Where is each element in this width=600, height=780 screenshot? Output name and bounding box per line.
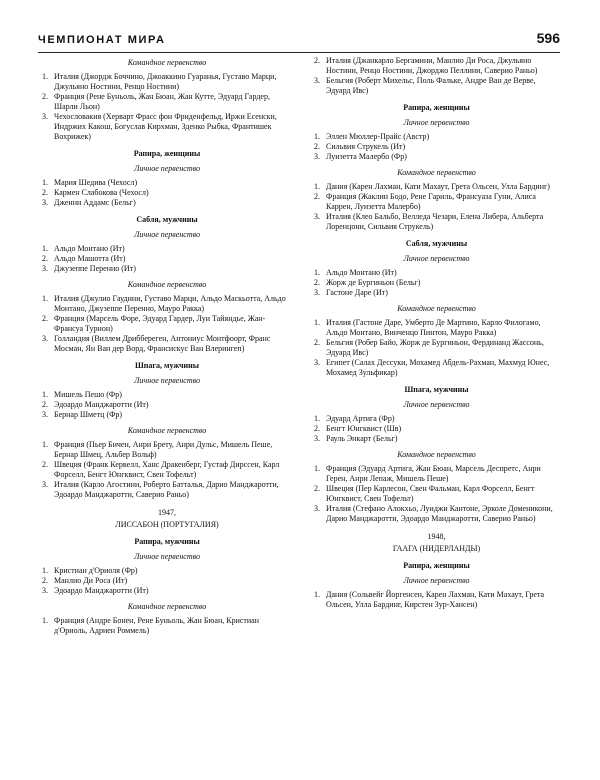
result-item [41, 188, 293, 198]
section-epee-men [313, 385, 560, 444]
result-item [41, 390, 293, 400]
result-text: Эдоардо Манджаротти (Ит) [54, 400, 149, 409]
subsection-heading: Личное первенство [134, 552, 200, 561]
result-item [41, 480, 293, 500]
place-number: 3. [314, 504, 320, 513]
result-text: Франция (Жаклин Бодо, Рене Гариль, Франсуаза Гуни, Алиса Каррен, Луизетта Малербо) [326, 192, 536, 211]
result-text: Бельгия (Роберт Михельс, Поль Фальке, Андре Ван де Верве, Эдуард Ивс) [326, 76, 536, 95]
results-list [313, 464, 560, 524]
place-number: 2. [42, 400, 48, 409]
place-number: 1. [42, 244, 48, 253]
result-text: Бельгия (Робер Байо, Жорж де Бургиньон, Фердинанд Жассонь, Эдуард Ивс) [326, 338, 544, 357]
section-epee-men [41, 361, 293, 420]
results-list [41, 178, 293, 208]
results-list [313, 56, 560, 96]
results-list [313, 268, 560, 298]
result-text: Чехословакия (Херварт Фрасс фон Фриденфельд, Иржи Есенски, Индржих Какош, Богуслав Кирхман, Зденко Рыбка, Франтишек Вохрижек) [54, 112, 277, 141]
result-text: Альдо Монтано (Ит) [54, 244, 125, 253]
section-sabre-men [41, 215, 293, 274]
results-list [41, 566, 293, 596]
result-item [41, 178, 293, 188]
championship-year: 1948, [427, 532, 446, 541]
place-number: 1. [42, 616, 48, 625]
championship-city: ЛИССАБОН (ПОРТУГАЛИЯ) [115, 520, 219, 529]
subsection-heading: Командное первенство [127, 602, 207, 611]
place-number: 1. [314, 590, 320, 599]
result-item [313, 484, 560, 504]
result-item [41, 254, 293, 264]
results-list [41, 72, 293, 142]
place-number: 3. [42, 480, 48, 489]
section-foil-women [41, 149, 293, 208]
place-number: 3. [314, 76, 320, 85]
result-item [313, 132, 560, 142]
result-item [313, 338, 560, 358]
place-number: 2. [42, 576, 48, 585]
subsection-heading: Личное первенство [134, 230, 200, 239]
result-item [313, 56, 560, 76]
page-number: 596 [536, 30, 560, 46]
result-text: Бернар Шметц (Фр) [54, 410, 123, 419]
result-text: Альдо Машотта (Ит) [54, 254, 126, 263]
place-number: 1. [314, 132, 320, 141]
place-number: 3. [314, 152, 320, 161]
result-text: Дания (Сольвейг Йоргенсен, Карен Лахман, Кати Махаут, Грета Ольсен, Улла Бардинг, Кирстен Зур-Хансен) [326, 590, 545, 609]
result-item [41, 576, 293, 586]
result-text: Италия (Джулио Гаудини, Густаво Марци, Альдо Маскьотта, Альдо Монтано, Джузеппе Перенно, Мауро Ракка) [54, 294, 286, 313]
result-text: Египет (Салах Дессуки, Мохамед Абдель-Рахман, Махмуд Юнес, Мохамед Зульфикар) [326, 358, 550, 377]
result-item [313, 464, 560, 484]
result-item [41, 410, 293, 420]
result-text: Жорж де Бургиньон (Бельг) [326, 278, 421, 287]
result-item [313, 212, 560, 232]
result-item [313, 76, 560, 96]
place-number: 2. [314, 192, 320, 201]
result-text: Франция (Пьер Бичен, Анри Брету, Анри Дульс, Мишель Пеше, Бернар Шмец, Альбер Вольф) [54, 440, 273, 459]
result-text: Манлио Ди Роса (Ит) [54, 576, 128, 585]
place-number: 1. [314, 182, 320, 191]
result-text: Италия (Джанкарло Бергамини, Манлио Ди Роса, Джульяно Ностини, Ренцо Ностини, Джорджо Пеллини, Саверио Раньо) [326, 56, 538, 75]
subsection-heading: Личное первенство [134, 376, 200, 385]
result-text: Италия (Стефано Алокхьо, Луиджи Кантоне, Эрколе Доменикони, Дарио Манджаротти, Эдоардо Манджаротти, Саверио Раньо) [326, 504, 553, 523]
event-heading: Сабля, мужчины [136, 215, 198, 224]
results-list [313, 318, 560, 378]
result-item [41, 294, 293, 314]
results-list [313, 590, 560, 610]
event-heading: Сабля, мужчины [405, 239, 468, 248]
place-number: 3. [42, 112, 48, 121]
section-team-foil-men-1947 [41, 602, 293, 636]
subsection-heading: Командное первенство [397, 304, 476, 313]
running-title: ЧЕМПИОНАТ МИРА [38, 34, 166, 46]
place-number: 2. [314, 278, 320, 287]
event-heading: Рапира, женщины [403, 103, 470, 112]
place-number: 1. [42, 440, 48, 449]
place-number: 3. [42, 410, 48, 419]
subsection-heading: Личное первенство [403, 254, 470, 263]
results-list [41, 390, 293, 420]
result-item [41, 616, 293, 636]
result-text: Альдо Монтано (Ит) [326, 268, 397, 277]
place-number: 2. [42, 92, 48, 101]
event-heading: Шпага, мужчины [404, 385, 469, 394]
subsection-heading: Личное первенство [134, 164, 200, 173]
result-item [41, 314, 293, 334]
result-text: Италия (Гастоне Даре, Умберто Де Мартино, Карло Филогамо, Альдо Монтано, Винченцо Пинтон, Мауро Ракка) [326, 318, 541, 337]
section-foil-women [313, 103, 560, 162]
section-sabre-men [313, 239, 560, 298]
place-number: 1. [314, 464, 320, 473]
results-list [313, 414, 560, 444]
result-item [313, 152, 560, 162]
results-list [41, 244, 293, 274]
place-number: 3. [42, 334, 48, 343]
result-text: Сильвия Струкель (Ит) [326, 142, 406, 151]
place-number: 3. [314, 212, 320, 221]
results-list [313, 132, 560, 162]
result-text: Швеция (Пер Карлесон, Свен Фальман, Карл Форселл, Бенгт Юнгквист, Свен Тофельт) [326, 484, 535, 503]
place-number: 2. [314, 484, 320, 493]
result-text: Франция (Эдуард Артига, Жан Бюан, Марсель Деспретс, Анри Герен, Анри Лепаж, Мишель Пеше) [326, 464, 541, 483]
place-number: 3. [314, 358, 320, 367]
result-text: Голландия (Виллем Дриббереген, Антониус Монтфоорт, Франс Мосман, Ян Ван дер Ворд, Франсискус Ван Влерингеп) [54, 334, 271, 353]
result-item [313, 414, 560, 424]
subsection-heading: Личное первенство [403, 576, 470, 585]
place-number: 2. [42, 254, 48, 263]
section-team-sabre-men [313, 304, 560, 378]
result-item [313, 590, 560, 610]
result-item [41, 440, 293, 460]
place-number: 1. [42, 566, 48, 575]
section-1947-lisbon [41, 508, 293, 596]
place-number: 2. [42, 460, 48, 469]
subsection-heading: Командное первенство [127, 58, 207, 67]
result-item [41, 460, 293, 480]
section-team-foil-men-1946 [41, 58, 293, 142]
subsection-heading: Личное первенство [403, 118, 470, 127]
place-number: 1. [42, 178, 48, 187]
result-item [313, 268, 560, 278]
result-item [313, 318, 560, 338]
subsection-heading: Командное первенство [397, 450, 476, 459]
place-number: 2. [314, 338, 320, 347]
result-text: Рауль Энкарт (Бельг) [326, 434, 398, 443]
results-list [41, 440, 293, 500]
place-number: 2. [42, 188, 48, 197]
result-text: Кармен Слабокова (Чехосл) [54, 188, 149, 197]
result-item [313, 278, 560, 288]
result-item [313, 424, 560, 434]
page-header [38, 30, 560, 53]
subsection-heading: Командное первенство [397, 168, 476, 177]
result-item [313, 504, 560, 524]
section-team-epee-men [313, 450, 560, 524]
place-number: 3. [42, 198, 48, 207]
result-item [41, 334, 293, 354]
place-number: 1. [314, 268, 320, 277]
championship-city: ГААГА (НИДЕРЛАНДЫ) [392, 544, 481, 553]
result-text: Франция (Андре Бонен, Рене Буньоль, Жан Бюан, Кристиан д'Ориоль, Адриен Роммель) [54, 616, 260, 635]
subsection-heading: Личное первенство [403, 400, 470, 409]
result-item [41, 198, 293, 208]
result-text: Дженни Аддамс (Бельг) [54, 198, 136, 207]
place-number: 2. [42, 314, 48, 323]
result-item [41, 112, 293, 142]
result-item [313, 142, 560, 152]
result-text: Италия (Джордж Боччино, Джоаккино Гуаранья, Густаво Марци, Джульяно Ностини, Ренцо Ностини) [54, 72, 277, 91]
results-list [41, 294, 293, 354]
result-item [313, 434, 560, 444]
result-text: Мишель Пешо (Фр) [54, 390, 122, 399]
result-text: Италия (Карло Агостини, Роберто Батталья, Дарио Манджаротти, Эдоардо Манджаротти, Саверио Раньо) [54, 480, 279, 499]
result-item [41, 566, 293, 576]
result-item [313, 288, 560, 298]
result-text: Гастоне Дape (Ит) [326, 288, 388, 297]
results-list [313, 182, 560, 232]
result-text: Швеция (Франк Кервелл, Ханс Дракенберг, Густаф Дирссен, Карл Форселл, Бенгт Юнгквист, Свен Тофельт) [54, 460, 280, 479]
result-text: Мария Шедива (Чехосл) [54, 178, 138, 187]
right-column [313, 56, 560, 616]
result-item [313, 192, 560, 212]
result-text: Эллен Мюллер-Прайс (Австр) [326, 132, 430, 141]
result-item [41, 92, 293, 112]
section-1948-hague [313, 532, 560, 610]
place-number: 2. [314, 424, 320, 433]
result-text: Кристиан д'Ориоля (Фр) [54, 566, 138, 575]
place-number: 1. [42, 72, 48, 81]
subsection-heading: Командное первенство [127, 426, 207, 435]
result-text: Италия (Клео Бальбо, Велледа Чезари, Елена Либера, Альберта Лоренцони, Сильвия Струкель) [326, 212, 544, 231]
place-number: 3. [314, 434, 320, 443]
result-item [41, 586, 293, 596]
results-list [41, 616, 293, 636]
place-number: 2. [314, 56, 320, 65]
left-column [41, 56, 293, 642]
place-number: 2. [314, 142, 320, 151]
place-number: 1. [42, 294, 48, 303]
event-heading: Рапира, женщины [403, 561, 470, 570]
place-number: 3. [42, 586, 48, 595]
result-text: Эдуард Артига (Фр) [326, 414, 395, 423]
event-heading: Рапира, мужчины [134, 537, 200, 546]
place-number: 3. [314, 288, 320, 297]
result-text: Дания (Карен Лахман, Кати Махаут, Грета Ольсен, Улла Бардинг) [326, 182, 550, 191]
result-item [41, 72, 293, 92]
result-item [313, 182, 560, 192]
result-text: Эдоардо Манджаротти (Ит) [54, 586, 149, 595]
result-item [41, 264, 293, 274]
event-heading: Рапира, женщины [133, 149, 201, 158]
result-text: Франция (Рене Буньоль, Жан Бюан, Жан Кутте, Эдуард Гардер, Шарли Льон) [54, 92, 270, 111]
place-number: 3. [42, 264, 48, 273]
place-number: 1. [314, 318, 320, 327]
result-item [41, 244, 293, 254]
section-team-foil-men-cont [313, 56, 560, 96]
result-text: Франция (Марсель Форе, Эдуард Гардер, Луи Тайяндье, Жан-Франсуа Турнон) [54, 314, 266, 333]
event-heading: Шпага, мужчины [135, 361, 199, 370]
section-team-foil-women [313, 168, 560, 232]
result-text: Бенгт Юнгквист (Шв) [326, 424, 402, 433]
result-text: Луизетта Малербо (Фр) [326, 152, 407, 161]
place-number: 1. [42, 390, 48, 399]
championship-year: 1947, [158, 508, 176, 517]
place-number: 1. [314, 414, 320, 423]
subsection-heading: Командное первенство [127, 280, 207, 289]
result-item [313, 358, 560, 378]
result-text: Джузеппе Перенно (Ит) [54, 264, 136, 273]
result-item [41, 400, 293, 410]
section-team-sabre-men [41, 280, 293, 354]
section-team-epee-men [41, 426, 293, 500]
